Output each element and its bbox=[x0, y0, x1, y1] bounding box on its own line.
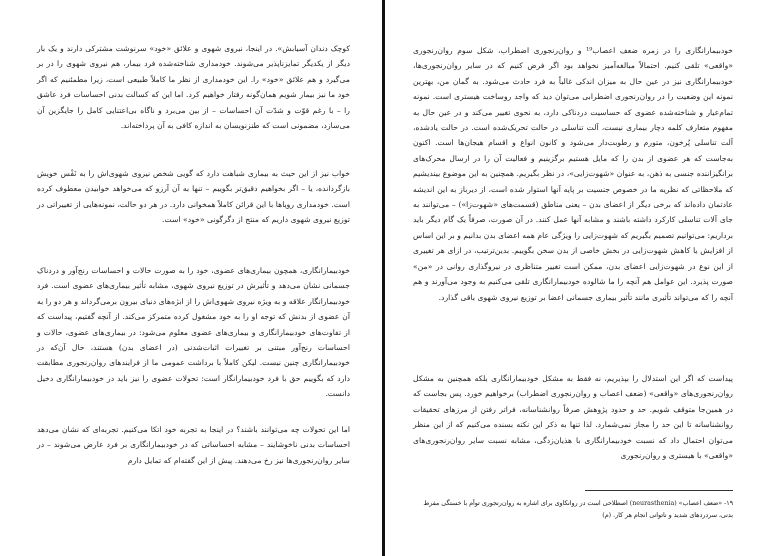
left-paragraph-1: کوچک دندان آسیابش». در اینجا، نیروی شهوی و علائق «خود» سرنوشت مشترکی دارند و یک بار دیگر از یکدیگر تمایزناپذیر می‌شوند. خودمداری شناخته‌شده فرد بیمار، هم نیروی شهوی را در بر می‌گیرد و هم علائق «خود» را. این خودمداری از نظر ما کاملاً طبیعی است، زیرا مطمئنیم که اگر خود ما نیز بیمار شویم همان‌گونه رفتار خواهیم کرد. اما این که کسالت بدنی احساسات فرد عاشق را – با رغم قوّت و شدّت آن احساسات – از بین می‌برد و ناگاه بی‌اعتنایی کامل را جایگزین آن می‌سازد، مضمونی است که طنزنویسان به اندازه کافی به آن پرداخته‌اند. bbox=[37, 44, 350, 131]
footnote: ۱۹- «ضعف اعصاب» (neurasthenia) اصطلاحی است در روانکاوی برای اشاره به روان‌رنجوری توأم با خستگی مفرط بدنی، سردردهای شدید و ناتوانی انجام هر کار. (م) bbox=[423, 500, 733, 519]
footnote-rule bbox=[585, 490, 733, 491]
left-page bbox=[0, 0, 382, 556]
right-paragraph-1: خودبیمارانگاری را در زمره ضعف اعصاب¹⁹ و روان‌رنجوری اضطراب، شکل سوم روان‌رنجوری «واقعی» تلقی کنیم. احتمالاً مبالغه‌آمیز نخواهد بود اگر فرض کنیم که در سایر روان‌رنجوری‌ها، خودبیمارانگاری نیز در عین حال به میزان اندکی غالباً به فرد حادث می‌شود. به گمان من، بهترین نمونه این وضعیت را در روان‌رنجوری اضطرابی می‌توان دید که واجد روساخت هیستری است. نمونه تمام‌عیار و شناخته‌شده عضوی که حساسیت دردناکی دارد، به نحوی تغییر می‌کند و در عین حال به مفهوم متعارف کلمه دچار بیماری نیست، آلت تناسلی در حالت تحریک‌شده است. در حالت یادشده، آلت تناسلی پُرخون، متورم و رطوبت‌دار می‌شود و کانون انواع و اقسام هیجان‌ها است. اکنون به‌جاست که هر عضوی از بدن را که مایل هستیم برگزینیم و فعالیت آن را در ارسال محرک‌های برانگیزاننده جنسی به ذهن، به عنوان «شهوت‌زایی»، در نظر بگیریم. همچنین به این موضوع بیندیشیم که ملاحظاتی که نظریه ما در خصوص جنسیت بر پایه آنها استوار شده است، از دیرباز به این اندیشه عادتمان داده‌اند که برخی دیگر از اعضای بدن – یعنی مناطق (قسمت‌های «شهوت‌زا») – می‌توانند به جای آلات تناسلی کارکرد داشته باشند و مشابه آنها عمل کنند. در آن صورت، صرفاً یک گام دیگر باید برداریم: می‌توانیم تصمیم بگیریم که شهوت‌زایی را ویژگی عام همه اعضای بدن بدانیم و بر این اساس از افزایش یا کاهش شهوت‌زایی در بخش خاصی از بدن سخن بگوییم. بدین‌ترتیب، در ازای هر تغییری از این نوع در شهوت‌زایی اعضای بدن، ممکن است تغییر متناظری در نیروگذاری روانی در «من» صورت پذیرد. این عوامل هم آنچه را ما شالوده خودبیمارانگاری تلقی می‌کنیم به وجود می‌آورند و هم آنچه را که می‌تواند تأثیری مانند تأثیر بیماری جسمانی اعضا بر توزیع نیروی شهوی باقی گذارد. bbox=[413, 46, 733, 302]
right-paragraph-2: پیداست که اگر این استدلال را بپذیریم، نه فقط به مشکل خودبیمارانگاری بلکه همچنین به مشکل روان‌رنجوری‌های «واقعی» (ضعف اعصاب و روان‌رنجوری اضطراب) برخواهیم خورد. پس بجاست که در همین‌جا متوقف شویم. حد و حدود پژوهش صرفاً روانشناسانه، فراتر رفتن از مرزهای تحقیقات روانشناسانه تا این حد را مجاز نمی‌شمارد. لذا تنها به ذکر این نکته بسنده می‌کنیم که از این منظر می‌توان احتمال داد که نسبت خودبیمارانگاری با هذیان‌زدگی، مشابه نسبت سایر روان‌رنجوری‌های «واقعی» با هیستری و روان‌رنجوری bbox=[413, 374, 733, 461]
left-paragraph-3: خودبیمارانگاری، همچون بیماری‌های عضوی، خود را به صورت حالات و احساسات رنج‌آور و دردناک جسمانی نشان می‌دهد و تأثیرش در توزیع نیروی شهوی، مشابه تأثیر بیماری‌های عضوی است. فرد خودبیمارانگار علاقه و به ویژه نیروی شهوی‌اش را از ابژه‌های دنیای بیرون برمی‌گرداند و هر دو را به آن عضوی از بدنش که توجه او را به خود مشغول کرده متمرکز می‌کند. از آنچه گفتیم، پیداست که از تفاوت‌های خودبیمارانگاری و بیماری‌های عضوی معلوم می‌شود: در بیماری‌های عضوی، حالات و احساسات رنج‌آور مبتنی بر تغییرات اثبات‌شدنی (در اعضای بدن) هستند، حال آن‌که در خودبیمارانگاری چنین نیست. لیکن کاملاً با برداشت عمومی ما از فرایندهای روان‌رنجوری مطابقت دارد که بگوییم حق با فرد خودبیمارانگار است: تحولات عضوی را نیز باید در خودبیمارانگاری دخیل دانست. bbox=[37, 266, 350, 399]
right-page bbox=[385, 0, 768, 556]
left-paragraph-2: خواب نیز از این حیث به بیماری شباهت دارد که گویی شخص نیروی شهوی‌اش را به نَفْس خویش بازگردانده، یا – اگر بخواهیم دقیق‌تر بگوییم – تنها به آن آرزو که می‌خواهد خوابیدن معطوف کرده است. خودمداری رویاها با این قرائن کاملاً همخوانی دارد. در هر دو حالت، نمونه‌هایی از تغییراتی در توزیع نیروی شهوی داریم که منتج از دگرگونی «خود» است. bbox=[37, 169, 350, 225]
left-paragraph-4: اما این تحولات چه می‌توانند باشند؟ در اینجا به تجربه خود اتکا می‌کنیم. تجربه‌ای که نشان می‌دهد احساسات بدنی ناخوشایند – مشابه احساساتی که در خودبیمارانگاری بر فرد عارض می‌شوند – در سایر روان‌رنجوری‌ها نیز رخ می‌دهند. پیش از این گفته‌ام که تمایل دارم bbox=[37, 425, 350, 465]
